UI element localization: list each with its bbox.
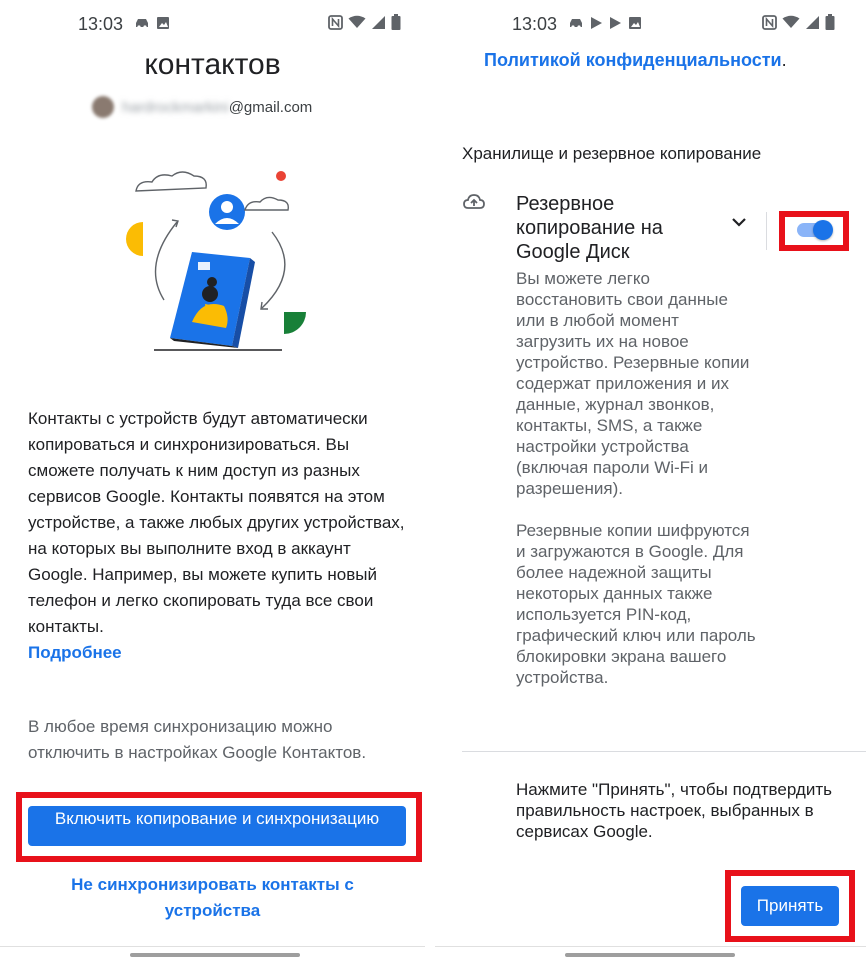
status-time: 13:03 (78, 14, 124, 34)
page-title: контактов (144, 48, 281, 81)
sync-description (28, 406, 408, 666)
backup-description (516, 268, 756, 688)
car-icon (134, 17, 150, 29)
nfc-icon (762, 15, 777, 30)
screen-divider (425, 0, 435, 964)
system-icons (762, 14, 835, 30)
gesture-nav-bar (0, 946, 425, 964)
account-row (92, 96, 312, 118)
privacy-policy-row (484, 50, 787, 71)
signal-icon (371, 15, 386, 30)
image-icon (628, 16, 642, 30)
battery-icon (825, 14, 835, 30)
status-time: 13:03 (512, 14, 558, 34)
battery-icon (391, 14, 401, 30)
email-blurred-part: hardrockmarkini (122, 98, 229, 116)
contacts-sync-illustration (112, 160, 322, 355)
disable-sync-note: В любое время синхронизацию можно отключить в настройках Google Контактов. (28, 717, 367, 762)
backup-item-title[interactable]: Резервное копирование на Google Диск (516, 193, 663, 263)
accept-button[interactable]: Принять (741, 886, 839, 926)
google-services-screen (435, 0, 866, 964)
notification-icons (568, 16, 642, 30)
notification-icons (134, 16, 170, 30)
chevron-down-icon[interactable] (731, 216, 747, 228)
privacy-policy-link[interactable]: Политикой конфиденциальности (484, 50, 782, 70)
email-domain: @gmail.com (228, 98, 313, 116)
nfc-icon (328, 15, 343, 30)
backup-description-2: Резервные копии шифруются и загружаются в Google. Для более надежной защиты некоторых данных также используется PIN-код, графический ключ или пароль блокировки экрана вашего устройства. (516, 521, 756, 687)
enable-sync-button[interactable]: Включить копирование и синхронизацию (28, 806, 406, 846)
cloud-upload-icon (463, 193, 485, 211)
home-gesture-pill[interactable] (130, 953, 300, 957)
toggle-divider (766, 212, 767, 250)
backup-description-1: Вы можете легко восстановить свои данные или в любой момент загрузить их на новое устройство. Резервные копии содержат приложения и их данные, журнал звонков, контакты, SMS, а также настройки устройства (включая пароли Wi-Fi и разрешения). (516, 269, 750, 498)
system-icons (328, 14, 401, 30)
play-icon (590, 16, 603, 30)
policy-period: . (781, 50, 787, 70)
switch-thumb (813, 220, 833, 240)
play-icon (609, 16, 622, 30)
car-icon (568, 17, 584, 29)
backup-toggle-switch[interactable] (797, 221, 831, 239)
wifi-icon (348, 15, 366, 29)
image-icon (156, 16, 170, 30)
signal-icon (805, 15, 820, 30)
home-gesture-pill[interactable] (565, 953, 735, 957)
gesture-nav-bar (435, 946, 866, 964)
status-bar (435, 0, 866, 46)
section-divider (462, 751, 866, 752)
wifi-icon (782, 15, 800, 29)
dont-sync-button[interactable]: Не синхронизировать контакты с устройства (71, 875, 354, 920)
sync-description-text: Контакты с устройств будут автоматически копироваться и синхронизироваться. Вы сможете получать к ним доступ из разных сервисов Google. Контакты появятся на этом устройстве, а также любых других устройствах, на которых вы выполните вход в аккаунт Google. Например, вы можете купить новый телефон и легко скопировать туда все свои контакты. (28, 409, 405, 636)
status-bar (0, 0, 425, 46)
accept-note: Нажмите "Принять", чтобы подтвердить правильность настроек, выбранных в сервисах Google. (516, 780, 832, 841)
contacts-sync-screen (0, 0, 425, 964)
avatar (92, 96, 114, 118)
learn-more-link[interactable]: Подробнее (28, 643, 122, 662)
section-title-storage-backup: Хранилище и резервное копирование (462, 144, 762, 163)
